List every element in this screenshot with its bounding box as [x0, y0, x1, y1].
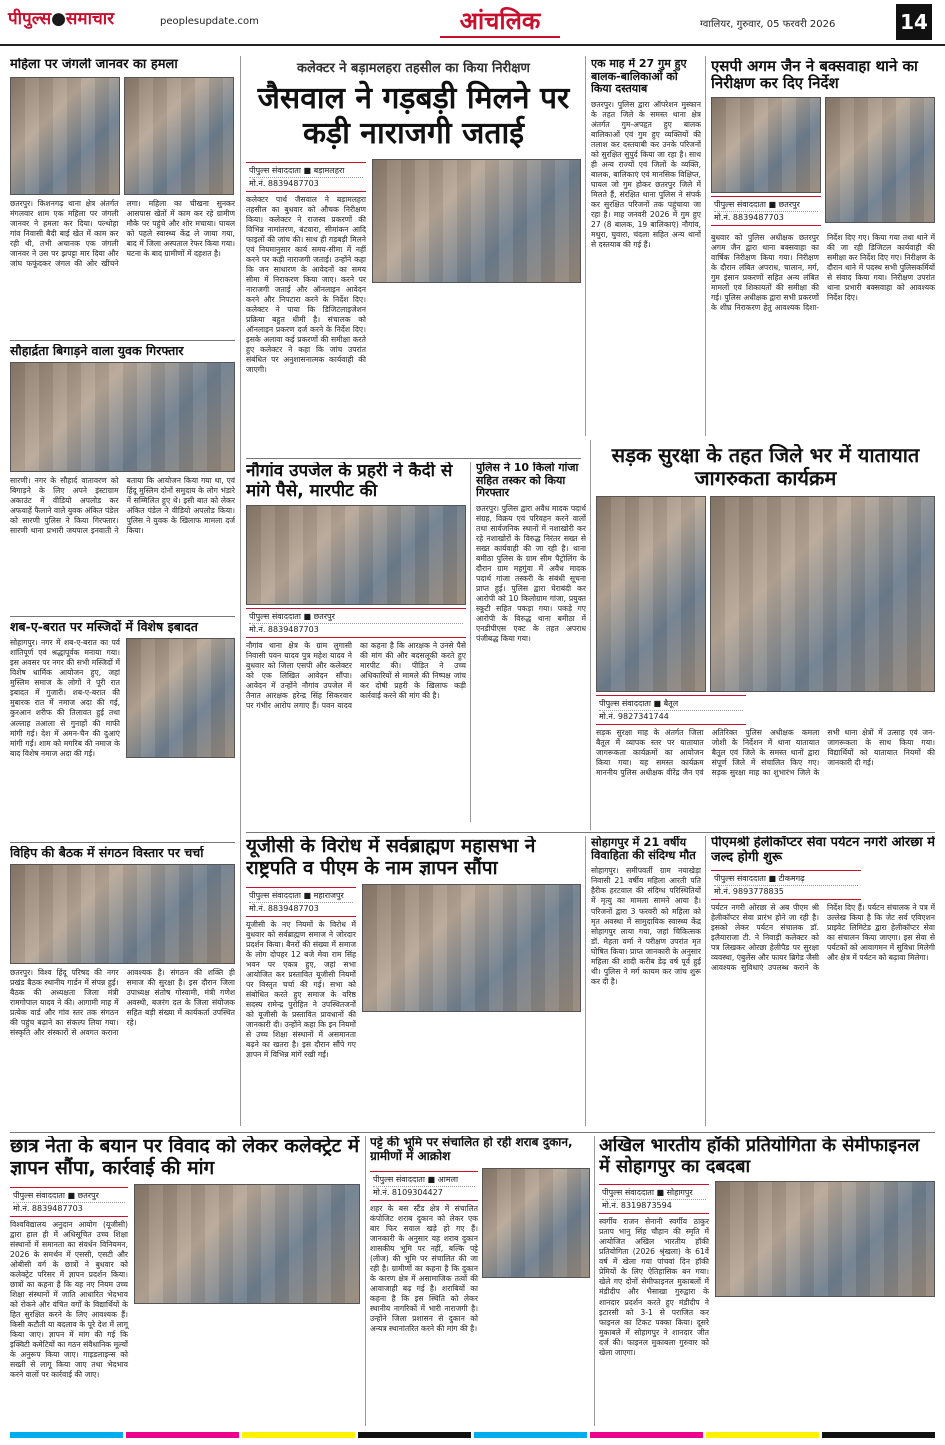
article-body: शहर के बस स्टैंड क्षेत्र में संचालित कंपोजिट शराब दुकान को लेकर एक बार फिर सवाल खड़े हो गए हैं। जानकारी के अनुसार यह शराब दुकान शासकीय भूमि पर नहीं, बल्कि पट्टे (लीज) की भूमि पर संचालित की जा रही है। ग्रामीणों का कहना है कि दुकान के कारण क्षेत्र में असामाजिक तत्वों की आवाजाही बढ़ गई है। शराबियों का कहना है कि इस स्थिति को लेकर स्थानीय नागरिकों में भारी नाराजगी है। उन्होंने जिला प्रशासन से दुकान को अन्यत्र स्थानांतरित करने की मांग की है। — [370, 1203, 478, 1333]
article-nowgong-jail — [246, 462, 466, 828]
article-body: नौगांव थाना क्षेत्र के ग्राम लुगासी निवासी पवन यादव पुत्र महेश यादव ने बुधवार को जिला एसपी और कलेक्टर को एक लिखित आवेदन सौंपा। आवेदन में उन्होंने नौगांव उपजेल में तैनात आरक्षक हरेन्द्र सिंह सिकरवार पर गंभीर आरोप लगाए हैं। पवन यादव का कहना है कि आरक्षक ने उनसे पैसे की मांग की और बदसलूकी करते हुए मारपीट की। पीड़ित ने उच्च अधिकारियों से मामले की निष्पक्ष जांच कर दोषी प्रहरी के खिलाफ कड़ी कार्रवाई करने की मांग की है। — [246, 641, 466, 711]
news-photo — [10, 77, 120, 195]
article-vhp-meeting — [10, 846, 235, 1116]
article-ganja-arrest — [476, 462, 586, 828]
cyan-mark — [10, 1432, 123, 1438]
byline-text: पीपुल्स संवाददाता ■ छतरपुर — [249, 612, 335, 622]
news-photo — [372, 159, 581, 283]
article-shab-e-barat — [10, 620, 235, 840]
byline-text: पीपुल्स संवाददाता ■ सोहागपुर — [602, 1188, 693, 1198]
article-youth-arrested — [10, 344, 235, 614]
column-divider — [594, 1136, 595, 1426]
column-divider — [470, 462, 471, 822]
site-url[interactable]: peoplesupdate.com — [160, 16, 259, 27]
article-headline: सौहार्द्रता बिगाड़ने वाला युवक गिरफ्तार — [10, 344, 184, 358]
byline — [711, 870, 861, 900]
column-divider — [365, 1136, 366, 1426]
column-divider — [585, 836, 586, 1126]
divider — [10, 340, 235, 341]
article-body: छतरपुर। पुलिस द्वारा अवैध मादक पदार्थ संग्रह, विक्रय एवं परिवहन करने वालों तथा सार्वजनिक स्थानों में नशाखोरी कर रहे नशाखोरों के विरुद्ध निरंतर सख्त से सख्त कार्यवाही की जा रही है। थाना बमीठा पुलिस के ग्राम सीम पैट्रोलिंग के दौरान ग्राम महगुंवा में अवैध मादक पदार्थ गांजा तस्करी के संबंधी सूचना प्राप्त हुई। पुलिस द्वारा घेराबंदी कर आरोपी को 10 किलोग्राम गांजा, प्रयुक्त स्कूटी सहित पकड़ा गया। पकड़े गए आरोपी के विरुद्ध थाना बमीठा में एनडीपीएस एक्ट के तहत अपराध पंजीबद्ध किया गया। — [476, 503, 586, 644]
column-divider — [705, 56, 706, 436]
article-road-safety — [596, 444, 935, 828]
news-photo — [362, 884, 581, 1012]
article-headline: सोहागपुर में 21 वर्षीय विवाहिता की संदिग्ध मौत — [591, 836, 696, 863]
byline-text: पीपुल्स संवाददाता ■ बैतूल — [599, 699, 679, 708]
news-photo — [10, 362, 235, 472]
byline — [711, 196, 821, 226]
article-headline: पीएमश्री हेलीकॉप्टर सेवा पर्यटन नगरी ओरछा में जल्द होगी शुरू — [711, 836, 935, 865]
article-headline: एसपी अगम जैन ने बक्सवाहा थाने का निरीक्षण कर दिए निर्देश — [711, 58, 918, 93]
article-body: स्वर्गीय राजन सेनानी स्वर्गीय ठाकुर प्रताप भानु सिंह चौहान की स्मृति में आयोजित अखिल भारतीय हॉकी प्रतियोगिता (2026 श्रृंखला) के 61वें वर्ष में खेला गया पांचवां दिन हॉकी प्रेमियों के लिए ऐतिहासिक बन गया। खेले गए दोनों सेमीफाइनल मुकाबलों में मंडीदीप और भैसाखा गुरुद्वारा के शानदार प्रदर्शन करते हुए मंडीदीप ने इटारसी को 3-1 से पराजित कर फाइनल का टिकट पक्का किया। दूसरे मुकाबले में सोहागपुर ने शानदार जीत दर्ज की। फाइनल मुकाबला गुरुवार को खेला जाएगा। — [599, 1217, 709, 1357]
byline — [596, 695, 746, 725]
logo-left: पीपुल्स — [8, 9, 52, 29]
byline — [246, 608, 466, 638]
article-headline: एक माह में 27 गुम हुए बालक-बालिकाओं को किया दस्तयाब — [591, 58, 687, 96]
article-body: सोहागपुर। समीपवर्ती ग्राम नयाखेड़ा निवासी 21 वर्षीय महिला आरती पति हैरीक हरटवाल की संदिग्ध परिस्थितियों में मृत्यु का मामला सामने आया है। परिजनों द्वारा 3 फरवरी को महिला को मृत अवस्था में सामुदायिक स्वास्थ्य केंद्र सोहागपुर लाया गया, जहां चिकित्सक डॉ. मेहता वर्मा ने परीक्षण उपरांत मृत घोषित किया। प्राप्त जानकारी के अनुसार महिला की शादी करीब डेढ़ वर्ष पूर्व हुई थी। पुलिस ने मर्ग कायम कर जांच शुरू कर दी है। — [591, 866, 701, 986]
byline-mobile: मो.नं. 8839487703 — [249, 177, 363, 189]
article-sohagpur-death — [591, 836, 701, 1128]
newspaper-logo[interactable]: पीपुल्स●समाचार — [8, 9, 115, 29]
news-photo — [825, 97, 935, 223]
article-kicker: कलेक्टर ने बड़ामलहरा तहसील का किया निरीक्षण — [297, 61, 530, 76]
article-headline: महिला पर जंगली जानवर का हमला — [10, 58, 178, 72]
news-photo — [596, 496, 706, 692]
article-body: सारणी। नगर के सौहार्द वातावरण को बिगाड़ने के लिए अपने इंस्टाग्राम अकाउंट में वीडियो अपलोड कर अफवाहें फैलाने वाले युवक अंकित पंडेल को सारणी पुलिस ने किया गिरफ्तार। सारणी थाना प्रभारी जयपाल इनवाती ने बताया कि आयोजन किया गया था, एवं हिंदू मुस्लिम दोनों समुदाय के लोग भंडारे में सम्मिलित हुए थे। इसी बात को लेकर अंकित पंडेल ने वीडियो अपलोड किया। पुलिस ने युवक के खिलाफ मामला दर्ज किया। — [10, 476, 235, 536]
news-photo — [246, 505, 466, 605]
article-body: यूजीसी के नए नियमों के विरोध में बुधवार को सर्वब्राह्मण समाज ने जोरदार प्रदर्शन किया। बैनरों की संख्या में समाज के लोग दोपहर 12 बजे मेवा राम सिंह भवन पर एकत्र हुए, जहां सभा आयोजित कर प्रस्तावित यूजीसी नियमों पर विस्तृत चर्चा की गई। सभा को संबोधित करते हुए समाज के वरिष्ठ सदस्य रामेन्द्र पुरोहित ने उपस्थितजनों को यूजीसी के प्रस्तावित प्रावधानों की जानकारी दी। उन्होंने कहा कि इन नियमों से उच्च शिक्षा संस्थानों में असमानता बढ़ने का खतरा है। इस दौरान सौंपे गए ज्ञापन में विभिन्न मांगें रखी गईं। — [246, 919, 356, 1059]
magenta-mark — [590, 1432, 703, 1438]
byline — [370, 1171, 478, 1201]
article-headline: जैसवाल ने गड़बड़ी मिलने पर कड़ी नाराजगी जताई — [257, 81, 570, 151]
article-body: छतरपुर। किशनगढ़ थाना क्षेत्र अंतर्गत मंगलवार शाम एक महिला पर जंगली जानवर ने हमला कर दिया। पल्थोहा गांव निवासी बैदी बाई खेत में काम कर रही थी, तभी अचानक एक जंगली जानवर ने उस पर झपट्टा मार दिया और जांघ फफूंदकर जंगल की ओर खींचने लगा। महिला का चीखना सुनकर आसपास खेतों में काम कर रहे ग्रामीण मौके पर पहुंचे और शोर मचाया। घायल को पहले स्वास्थ्य केंद्र ले जाया गया, बाद में जिला अस्पताल रेफर किया गया। घटना के बाद ग्रामीणों में दहशत है। — [10, 198, 235, 269]
article-headline: यूजीसी के विरोध में सर्वब्राह्मण महासभा ने राष्ट्रपति व पीएम के नाम ज्ञापन सौंपा — [246, 836, 536, 879]
byline-text: पीपुल्स संवाददाता ■ आमला — [373, 1174, 459, 1184]
byline-mobile: मो.नं. 8109304427 — [373, 1186, 475, 1198]
article-headline: अखिल भारतीय हॉकी प्रतियोगिता के सेमीफाइनल में सोहागपुर का दबदबा — [599, 1136, 920, 1177]
yellow-mark — [242, 1432, 355, 1438]
article-headline: विहिप की बैठक में संगठन विस्तार पर चर्चा — [10, 846, 204, 860]
byline-text: पीपुल्स संवाददाता ■ महाराजपुर — [249, 890, 344, 900]
byline — [246, 887, 356, 917]
byline-text: पीपुल्स संवाददाता ■ टीकमगढ़ — [714, 873, 805, 883]
byline-mobile: मो.नं. 8319873594 — [602, 1199, 706, 1211]
byline — [10, 1187, 128, 1217]
article-headline: छात्र नेता के बयान पर विवाद को लेकर कलेक्ट्रेट में ज्ञापन सौंपा, कार्रवाई की मांग — [10, 1136, 360, 1179]
news-photo — [134, 1184, 360, 1304]
article-sp-inspection — [711, 58, 935, 436]
byline-text: पीपुल्स संवाददाता ■ बड़ामलहरा — [249, 166, 345, 175]
byline-text: पीपुल्स संवाददाता ■ छतरपुर — [13, 1190, 99, 1200]
article-body: पर्यटन नगरी ओरछा से अब पीएम श्री हेलीकॉप्टर सेवा प्रारंभ होने जा रही है। इसको लेकर पर्यटन संचालक डॉ. इलैयाराजा टी. ने निवाड़ी कलेक्टर को पत्र लिखकर ओरछा हेलीपैड पर सुरक्षा व्यवस्था, एंबुलेंस और फायर ब्रिगेड जैसी आवश्यक सुविधाएं उपलब्ध कराने के निर्देश दिए हैं। पर्यटन संचालक ने पत्र में उल्लेख किया है कि जेट सर्व एविएशन प्राइवेट लिमिटेड द्वारा हेलीकॉप्टर सेवा का संचालन किया जाएगा। इस सेवा से पर्यटकों को आवागमन में सुविधा मिलेगी और क्षेत्र में पर्यटन को बढ़ावा मिलेगा। — [711, 902, 935, 972]
article-body: विश्वविद्यालय अनुदान आयोग (यूजीसी) द्वारा हाल ही में अधिसूचित उच्च शिक्षा संस्थानों में समानता का संवर्धन विनियमन, 2026 के समर्थन में एससी, एसटी और ओबीसी वर्ग के छात्रों ने बुधवार को कलेक्ट्रेट परिसर में ज्ञापन प्रदर्शन किया। छात्रों का कहना है कि यह नए नियम उच्च शिक्षा संस्थानों में जाति आधारित भेदभाव को रोकने और वंचित वर्गों के विद्यार्थियों के हित सुरक्षित करने के लिए आवश्यक हैं। किसी कटौती या बदलाव के पूरे देश में लागू किया जाए। ज्ञापन में मांग की गई कि इक्विटी कमेटियों का गठन संवैधानिक मूल्यों के अनुरूप किया जाए। गाइडलाइन्स को सख्ती से लागू किया जाए तथा भेदभाव करने वालों पर कार्रवाई की जाए। — [10, 1219, 128, 1379]
news-photo — [715, 1181, 935, 1297]
article-headline: पट्टे की भूमि पर संचालित हो रही शराब दुकान, ग्रामीणों में आक्रोश — [370, 1136, 573, 1163]
byline — [599, 1184, 709, 1214]
byline-mobile: मो.नं. 9893778835 — [714, 885, 858, 897]
column-divider — [705, 836, 706, 1126]
article-hockey — [599, 1136, 935, 1426]
column-divider — [585, 56, 586, 436]
byline-text: पीपुल्स संवाददाता ■ छतरपुर — [714, 199, 800, 209]
byline-mobile: मो.नं. 8839487703 — [714, 211, 818, 223]
article-animal-attack — [10, 58, 235, 338]
article-heli-service — [711, 836, 935, 1128]
column-divider — [240, 56, 241, 1126]
news-photo — [482, 1168, 590, 1278]
article-headline: पुलिस ने 10 किलो गांजा सहित तस्कर को किया गिरफ्तार — [476, 462, 579, 500]
magenta-mark — [126, 1432, 239, 1438]
article-collector-jaiswal — [246, 58, 581, 454]
divider — [10, 1132, 935, 1133]
news-photo — [711, 97, 821, 193]
black-mark — [822, 1432, 935, 1438]
article-body: सड़क सुरक्षा माह के अंतर्गत जिला बैतूल में व्यापक स्तर पर यातायात जागरूकता कार्यक्रमों का आयोजन किया गया। यह समस्त कार्यक्रम माननीय पुलिस अधीक्षक वीरेंद्र जैन एवं अतिरिक्त पुलिस अधीक्षक कमला जोशी के निर्देशन में थाना यातायात बैतूल एवं जिले के समस्त थानों द्वारा संपूर्ण जिले में संचालित किए गए। सड़क सुरक्षा माह का शुभारंभ जिले के सभी थाना क्षेत्रों में उत्साह एवं जन-जागरूकता के साथ किया गया। विद्यार्थियों को यातायात नियमों की जानकारी दी गई। — [596, 728, 935, 778]
article-liquor-shop — [370, 1136, 590, 1426]
byline-mobile: मो.नं. 8839487703 — [13, 1202, 125, 1214]
byline-mobile: मो.नं. 8839487703 — [249, 623, 463, 635]
article-headline: सड़क सुरक्षा के तहत जिले भर में यातायात जागरुकता कार्यक्रम — [611, 444, 920, 490]
section-title: आंचलिक — [420, 4, 580, 40]
byline — [246, 162, 366, 192]
article-body: बुधवार को पुलिस अधीक्षक छतरपुर अगम जैन द्वारा थाना बक्सवाहा का वार्षिक निरीक्षण किया गया। निरीक्षण के दौरान लंबित अपराध, चालान, मर्ग, गुम इंसान प्रकरणों सहित अन्य लंबित मामलों एवं शिकायतों की समीक्षा की गई। पुलिस अधीक्षक द्वारा सभी प्रकरणों के शीघ्र निराकरण हेतु आवश्यक दिशा-निर्देश दिए गए। किया गया तथा थाने में की जा रही डिजिटल कार्यवाही की समीक्षा कर निर्देश दिए गए। निरीक्षण के दौरान थाने में पदस्थ सभी पुलिसकर्मियों से संवाद किया गया। निरीक्षण उपरांत थाना प्रभारी बक्सवाहा को आवश्यक निर्देश दिए। — [711, 232, 935, 312]
yellow-mark — [706, 1432, 819, 1438]
divider — [10, 616, 235, 617]
byline-mobile: मो.नं. 8839487703 — [249, 902, 353, 914]
news-photo — [124, 77, 234, 195]
news-photo — [10, 864, 235, 964]
article-body: सोहागपुर। नगर में शब-ए-बरात का पर्व शांतिपूर्ण एवं श्रद्धापूर्वक मनाया गया। इस अवसर पर नगर की सभी मस्जिदों में विशेष धार्मिक आयोजन हुए, जहां मुस्लिम समाज के लोगों ने पूरी रात इबादत में गुजारी। शब-ए-बरात की मुबारक रात में नमाज अदा की गई, कुरआन शरीफ की तिलावत हुई तथा अल्लाह तआला से गुनाहों की माफी मांगी गई। देश में अमन-चैन की दुआएं मांगी गईं। शाम को मगरिब की नमाज के बाद विशेष नमाज अदा की गई। — [10, 638, 120, 758]
article-headline: शब-ए-बरात पर मस्जिदों में विशेष इबादत — [10, 620, 198, 634]
black-mark — [358, 1432, 471, 1438]
article-missing-children — [591, 58, 701, 438]
article-body: छतरपुर। विश्व हिंदू परिषद की नगर प्रखंड बैठक स्थानीय गार्डन में संपन्न हुई। बैठक की अध्यक्षता जिला मंत्री रामगोपाल यादव ने की। आगामी माह में प्रत्येक वार्ड और गांव स्तर तक संगठन की पहुंच बढ़ाने का संकल्प लिया गया। संस्कृति और संस्कारों से अवगत कराना आवश्यक है। संगठन की शक्ति ही समाज की सुरक्षा है। इस दौरान जिला उपाध्यक्ष संतोष गोस्वामी, मंत्री गणेश अवस्थी, बजरंग दल के जिला संयोजक सहित बड़ी संख्या में कार्यकर्ता उपस्थित रहे। — [10, 968, 235, 1038]
news-photo — [126, 638, 235, 758]
column-divider — [590, 440, 591, 830]
page-number: 14 — [896, 4, 932, 40]
article-ugc-protest — [246, 836, 581, 1128]
cyan-mark — [474, 1432, 587, 1438]
article-student-leader — [10, 1136, 360, 1426]
article-headline: नौगांव उपजेल के प्रहरी ने कैदी से मांगे पैसे, मारपीट की — [246, 462, 453, 501]
byline-mobile: मो.नं. 9827341744 — [599, 710, 743, 722]
divider — [246, 458, 581, 459]
article-body: छतरपुर। पुलिस द्वारा ऑपरेशन मुस्कान के तहत जिले के समस्त थाना क्षेत्र अंतर्गत गुम-अपहृत हुए बालक बालिकाओं एवं गुम हुए व्यक्तियों की तलाश कर दस्तयाबी कर उनके परिजनों को सुरक्षित सुपुर्द किया जा रहा है। साथ ही अन्य राज्यों एवं जिलों के व्यक्ति, बालक, बालिकाएं एवं मानसिक विक्षिप्त, घायल जो गुम होकर छतरपुर जिले में मिलते हैं, संरक्षित थाना पुलिस ने संपर्क कर सुरक्षित परिजनों तक पहुंचाया जा रहा है। माह जनवरी 2026 में गुम हुए 27 (8 बालक, 19 बालिकाएं) नौगांव, मथुरा, घुवारा, चंदला सहित अन्य थानों से दस्तयाब की गई हैं। — [591, 99, 701, 250]
article-body: कलेक्टर पार्थ जैसवाल ने बड़ामलहरा तहसील का बुधवार को औचक निरीक्षण किया। कलेक्टर ने राजस्व प्रकरणों की विभिन्न नामांतरण, बंटवारा, सीमांकन आदि फाइलों की जांच की। साथ ही गड़बड़ी मिलने एवं नियमानुसार कार्य समय-सीमा में नहीं करने पर कड़ी नाराजगी जताई। उन्होंने कहा कि जन साधारण के आवेदनों का समय सीमा में निराकरण किया जाए। करने पर नाराजगी जताई और ऑनलाइन आवेदन करने और निपटारा करने के निर्देश दिए। कलेक्टर ने पाया कि डिजिटलाइजेशन प्रक्रिया बहुत धीमी है। संचालक को ऑनलाइन प्रकरण दर्ज करने के निर्देश दिए। इसके अलावा कई प्रकरणों की समीक्षा करते हुए कलेक्टर ने कहा कि जांच उपरांत संबंधित पर अनुशासनात्मक कार्यवाही की जाएगी। — [246, 195, 366, 375]
divider — [10, 842, 235, 843]
print-registration-bar — [10, 1432, 935, 1438]
news-photo — [710, 496, 935, 692]
divider — [246, 832, 935, 833]
date-line: ग्वालियर, गुरुवार, 05 फरवरी 2026 — [700, 19, 836, 30]
logo-right: समाचार — [65, 9, 115, 29]
masthead — [0, 0, 945, 46]
